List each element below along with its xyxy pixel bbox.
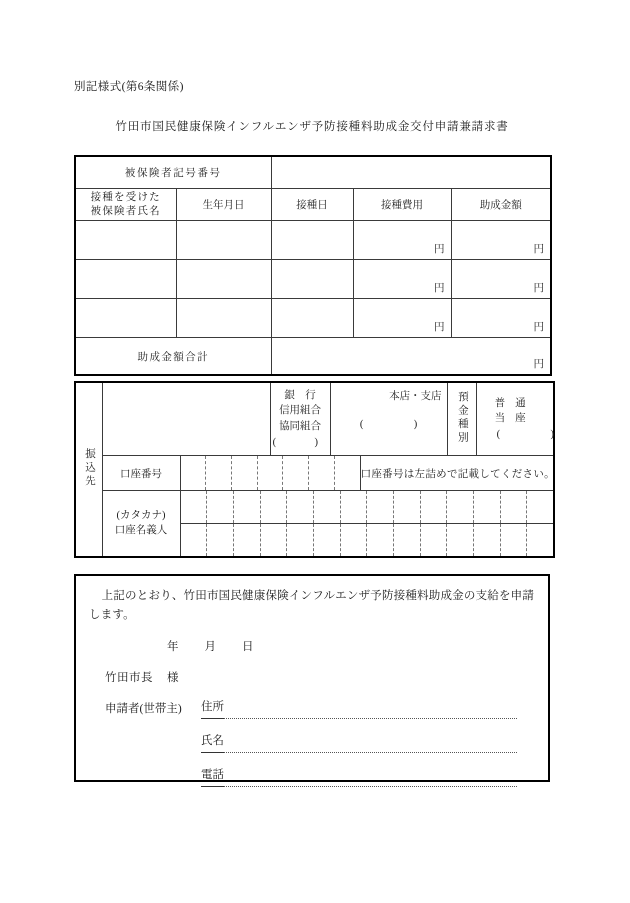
currency-unit: 円 <box>533 359 544 370</box>
total-label: 助成金額合計 <box>75 338 271 376</box>
addressee-honorific: 様 <box>167 671 179 684</box>
form-code: 別記様式(第6条関係) <box>74 81 184 93</box>
branch-label: 本店・支店 <box>389 391 442 402</box>
total-row <box>75 338 551 376</box>
declaration-text: 上記のとおり、竹田市国民健康保険インフルエンザ予防接種料助成金の支給を申請します。 <box>89 590 535 621</box>
address-label: 住所 <box>201 698 224 719</box>
column-header-name-line1: 接種を受けた <box>90 191 161 203</box>
phone-input[interactable] <box>224 773 517 787</box>
total-value[interactable] <box>271 338 551 376</box>
date-month-label: 月 <box>204 640 216 653</box>
cell-cost[interactable] <box>353 260 451 299</box>
deposit-type-label: 預金種別 <box>447 382 476 456</box>
cell-vaccination-date[interactable] <box>271 299 353 338</box>
cell-birthdate[interactable] <box>176 221 271 260</box>
currency-unit: 円 <box>434 283 445 294</box>
branch-cell[interactable] <box>330 382 447 456</box>
account-number-row <box>75 456 554 491</box>
table-row <box>75 260 551 299</box>
cell-name[interactable] <box>75 221 176 260</box>
column-header-name-line2: 被保険者氏名 <box>90 205 161 217</box>
page-title: 竹田市国民健康保険インフルエンザ予防接種料助成金交付申請兼請求書 <box>115 121 509 133</box>
applicant-label: 申請者(世帯主) <box>105 702 182 715</box>
insured-number-label: 被保険者記号番号 <box>75 156 271 189</box>
cell-name[interactable] <box>75 299 176 338</box>
insured-number-input[interactable] <box>271 156 551 189</box>
institution-kind-cooperative: 協同組合 <box>279 421 322 432</box>
column-header-vaccination-date: 接種日 <box>271 189 353 221</box>
cell-subsidy[interactable] <box>451 299 551 338</box>
table-row <box>75 221 551 260</box>
currency-unit: 円 <box>533 283 544 294</box>
date-day-label: 日 <box>242 640 254 653</box>
name-label: 氏名 <box>201 732 224 753</box>
column-header-subsidy: 助成金額 <box>451 189 551 221</box>
address-input[interactable] <box>224 705 517 719</box>
name-input[interactable] <box>224 739 517 753</box>
currency-unit: 円 <box>434 244 445 255</box>
cell-subsidy[interactable] <box>451 221 551 260</box>
claim-header-row <box>75 189 551 221</box>
cell-vaccination-date[interactable] <box>271 221 353 260</box>
bank-institution-row <box>75 382 554 456</box>
phone-label: 電話 <box>201 766 224 787</box>
account-number-input[interactable] <box>180 456 360 491</box>
table-row <box>75 299 551 338</box>
transfer-destination-label: 振込先 <box>75 382 102 557</box>
bank-name-input[interactable] <box>102 382 270 456</box>
account-holder-label <box>102 491 180 558</box>
branch-paren: ( ) <box>359 419 438 430</box>
cell-cost[interactable] <box>353 221 451 260</box>
institution-kind-paren: ( ) <box>272 436 333 448</box>
deposit-type-futsu-2: 通 <box>515 398 536 410</box>
account-number-label: 口座番号 <box>102 456 180 491</box>
deposit-type-paren: ( ) <box>496 428 575 440</box>
deposit-type-options[interactable] <box>476 382 575 456</box>
account-holder-row-1 <box>75 491 554 524</box>
deposit-type-toza-2: 座 <box>515 413 536 425</box>
declaration-box <box>74 574 550 782</box>
account-holder-label-kana: (カタカナ) <box>116 510 166 522</box>
currency-unit: 円 <box>533 244 544 255</box>
deposit-type-toza-1: 当 <box>494 413 506 425</box>
date-line[interactable] <box>89 638 535 657</box>
applicant-block <box>89 698 535 787</box>
applicant-name-row <box>105 732 535 753</box>
cell-name[interactable] <box>75 260 176 299</box>
column-header-cost: 接種費用 <box>353 189 451 221</box>
cell-vaccination-date[interactable] <box>271 260 353 299</box>
account-holder-label-name: 口座名義人 <box>114 524 168 536</box>
currency-unit: 円 <box>533 322 544 333</box>
account-holder-input-1[interactable] <box>180 491 554 524</box>
addressee-line <box>89 669 535 688</box>
bank-transfer-table <box>74 381 575 558</box>
applicant-address-row <box>105 698 535 719</box>
deposit-type-futsu-1: 普 <box>494 398 506 410</box>
currency-unit: 円 <box>434 322 445 333</box>
cell-subsidy[interactable] <box>451 260 551 299</box>
cell-birthdate[interactable] <box>176 260 271 299</box>
institution-kind-credit-union: 信用組合 <box>279 405 322 417</box>
column-header-birthdate: 生年月日 <box>176 189 271 221</box>
account-number-note: 口座番号は左詰めで記載してください。 <box>360 456 554 491</box>
applicant-phone-row <box>105 766 535 787</box>
account-holder-input-2[interactable] <box>180 524 554 558</box>
institution-kind-bank: 銀 行 <box>284 389 316 401</box>
insured-number-row <box>75 156 551 189</box>
date-year-label: 年 <box>167 640 179 653</box>
institution-kind-options[interactable] <box>270 382 333 456</box>
column-header-name <box>75 189 176 221</box>
cell-cost[interactable] <box>353 299 451 338</box>
cell-birthdate[interactable] <box>176 299 271 338</box>
claim-table <box>74 155 552 376</box>
addressee-name: 竹田市長 <box>105 671 153 684</box>
